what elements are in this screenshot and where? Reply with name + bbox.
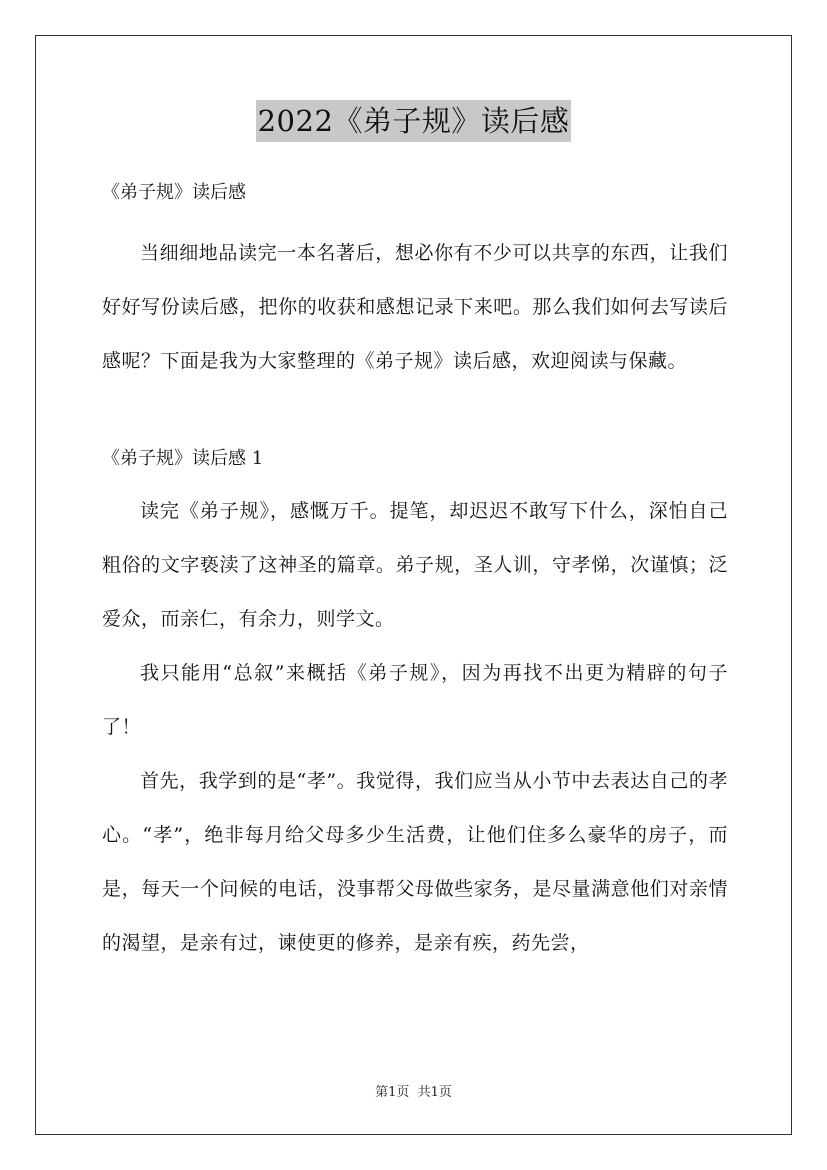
body-paragraph-1: 读完《弟子规》，感慨万千。提笔，却迟迟不敢写下什么，深怕自己粗俗的文字亵渎了这神圣的篇章。弟子规，圣人训，守孝悌，次谨慎；泛爱众，而亲仁，有余力，则学文。 bbox=[102, 500, 728, 630]
page-footer bbox=[0, 1084, 827, 1102]
page-total: 共1页 bbox=[417, 1085, 452, 1100]
section-heading: 《弟子规》读后感 1 bbox=[102, 448, 264, 469]
body-paragraph-3: 首先，我学到的是“孝”。我觉得，我们应当从小节中去表达自己的孝心。“孝”，绝非每月给父母多少生活费，让他们住多么豪华的房子，而是，每天一个问候的电话，没事帮父母做些家务，是尽量满意他们对亲情的渴望，是亲有过，谏使更的修养，是亲有疾，药先尝， bbox=[102, 770, 728, 954]
document-title: 2022《弟子规》读后感 bbox=[256, 100, 572, 142]
body-paragraph-2: 我只能用“总叙”来概括《弟子规》，因为再找不出更为精辟的句子了！ bbox=[102, 662, 728, 738]
document-body bbox=[102, 178, 728, 970]
page-number: 第1页 bbox=[375, 1085, 410, 1100]
intro-paragraph: 当细细地品读完一本名著后，想必你有不少可以共享的东西，让我们好好写份读后感，把你的收获和感想记录下来吧。那么我们如何去写读后感呢？下面是我为大家整理的《弟子规》读后感，欢迎阅读与保藏。 bbox=[102, 242, 728, 372]
intro-heading: 《弟子规》读后感 bbox=[102, 182, 246, 203]
title-container bbox=[0, 100, 827, 142]
